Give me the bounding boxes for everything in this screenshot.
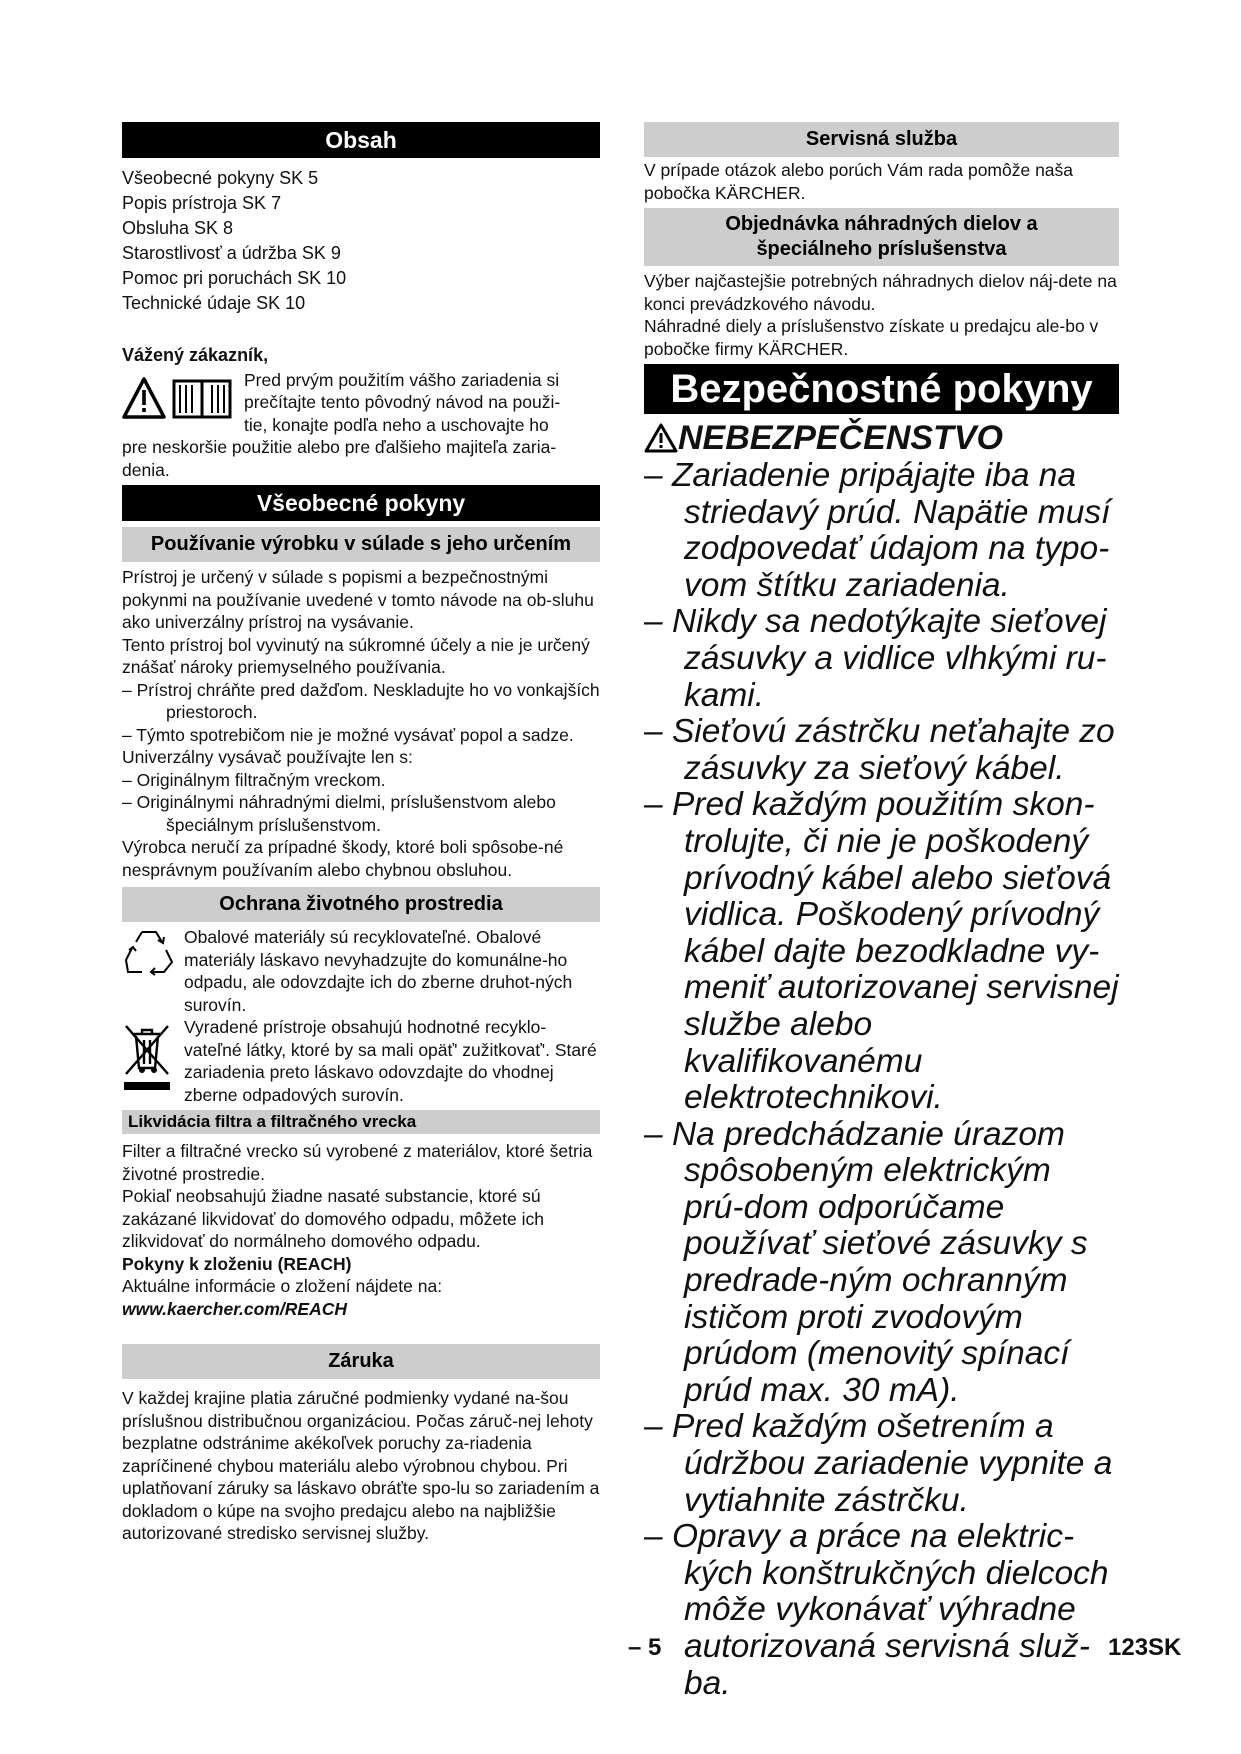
intended-use-section	[122, 566, 600, 881]
reach-heading: Pokyny k zloženiu (REACH)	[122, 1253, 352, 1274]
filter-disposal-section	[122, 1140, 600, 1320]
paragraph: Výber najčastejšie potrebných náhradnych dielov náj-dete na konci prevádzkového návodu.	[644, 271, 1117, 314]
recycling-text: Obalové materiály sú recyklovateľné. Obalové materiály láskavo nevyhadzujte do komunálne-ho odpadu, ale odovzdajte ich do zberne druhot-ných surovín.	[184, 927, 573, 1015]
warranty-heading: Záruka	[122, 1344, 600, 1379]
intended-use-heading: Používanie výrobku v súlade s jeho určením	[122, 527, 600, 562]
spare-parts-heading	[644, 208, 1119, 266]
warning-icon	[644, 423, 678, 453]
list-item: – Prístroj chráňte pred dažďom. Neskladujte ho vo vonkajších priestoroch.	[122, 679, 600, 722]
list-item: – Originálnymi náhradnými dielmi, príslušenstvom alebo špeciálnym príslušenstvom.	[122, 792, 556, 835]
recycling-icon	[122, 926, 176, 976]
paragraph: Výrobca neručí za prípadné škody, ktoré boli spôsobe-né nesprávnym používaním alebo chybnou obsluhou.	[122, 837, 564, 880]
service-text: V prípade otázok alebo porúch Vám rada pomôže naša pobočka KÄRCHER.	[644, 160, 1074, 203]
intro-line: prečítajte tento pôvodný návod na použi-	[244, 392, 561, 412]
environment-heading: Ochrana životného prostredia	[122, 887, 600, 922]
warranty-text: V každej krajine platia záručné podmienky vydané na-šou príslušnou distribučnou organizáciou. Počas záruč-nej lehoty bezplatne odstránime akékoľvek poruchy za-riadenia zapríčinené chybou materiálu alebo výrobnou chybou. Pri uplatňovaní záruky sa láskavo obráťte spo-lu so zariadením a dokladom o kúpe na svojho predajcu alebo na najbližšie autorizované stredisko servisnej služby.	[122, 1388, 600, 1543]
toc-item: Popis prístroja SK 7	[122, 193, 282, 213]
list-item: – Originálnym filtračným vreckom.	[122, 769, 386, 790]
left-column	[122, 122, 600, 1545]
weee-text: Vyradené prístroje obsahujú hodnotné recyklo-vateľné látky, ktoré by sa mali opäť' zužitkovať'. Staré zariadenia preto láskavo odovzdajte do vhodnej zberne odpadových surovín.	[184, 1017, 597, 1105]
document-code: 123SK	[1108, 1634, 1182, 1661]
paragraph: Pokiaľ neobsahujú žiadne nasaté substancie, ktoré sú zakázané likvidovať do domového odpadu, môžete ich zlikvidovať do normálneho domového odpadu.	[122, 1186, 544, 1251]
heading-line: špeciálneho príslušenstva	[756, 238, 1007, 260]
danger-item: – Sieťovú zástrčku neťahajte zo zásuvky za sieťový kábel.	[644, 713, 1115, 787]
general-instructions-heading: Všeobecné pokyny	[122, 485, 600, 521]
contents-heading: Obsah	[122, 122, 600, 158]
table-of-contents	[122, 166, 600, 316]
toc-item: Pomoc pri poruchách SK 10	[122, 268, 347, 288]
paragraph: Náhradné diely a príslušenstvo získate u predajcu ale-bo v pobočke firmy KÄRCHER.	[644, 316, 1099, 359]
crossed-bin-icon	[122, 1020, 172, 1092]
right-column	[644, 122, 1119, 1702]
intro-line: Pred prvým použitím vášho zariadenia si	[244, 369, 560, 390]
safety-instructions-heading: Bezpečnostné pokyny	[644, 364, 1119, 414]
toc-item: Obsluha SK 8	[122, 218, 234, 238]
list-item: – Týmto spotrebičom nie je možné vysávať popol a sadze.	[122, 724, 574, 745]
reach-link[interactable]: www.kaercher.com/REACH	[122, 1298, 347, 1319]
filter-disposal-heading: Likvidácia filtra a filtračného vrecka	[122, 1110, 600, 1134]
danger-item: – Nikdy sa nedotýkajte sieťovej zásuvky a vidlice vlhkými ru-kami.	[644, 603, 1107, 714]
danger-list	[644, 458, 1119, 1702]
heading-line: Objednávka náhradných dielov a	[725, 213, 1038, 235]
danger-label: NEBEZPEČENSTVO	[678, 419, 1003, 457]
intro-block	[122, 369, 600, 437]
intro-text: pre neskoršie použitie alebo pre ďalšieho majiteľa zaria-denia.	[122, 437, 557, 480]
greeting: Vážený zákazník,	[122, 345, 269, 365]
warning-manual-icon	[122, 375, 234, 421]
danger-item: – Pred každým ošetrením a údržbou zariadenie vypnite a vytiahnite zástrčku.	[644, 1408, 1113, 1519]
danger-item: – Pred každým použitím skon-trolujte, či nie je poškodený prívodný kábel alebo sieťová vidlica. Poškodený prívodný kábel dajte bezodkladne vy-meniť autorizovanej servisnej službe alebo kvalifikovanému elektrotechnikovi.	[644, 786, 1119, 1117]
paragraph: Univerzálny vysávač používajte len s:	[122, 747, 413, 767]
intro-line: tie, konajte podľa neho a uschovajte ho	[244, 414, 549, 435]
paragraph: Prístroj je určený v súlade s popismi a bezpečnostnými pokynmi na používanie uvedené v tomto návode na ob-sluhu ako univerzálny prístroj na vysávanie.	[122, 567, 594, 632]
toc-item: Starostlivosť a údržba SK 9	[122, 243, 341, 263]
danger-item: – Na predchádzanie úrazom spôsobeným elektrickým prú-dom odporúčame používať sieťové zásuvky s predrade-ným ochranným ističom proti zvodovým prúdom (menovitý spínací prúd max. 30 mA).	[644, 1115, 1088, 1409]
paragraph: Tento prístroj bol vyvinutý na súkromné účely a nie je určený znášať nároky priemyselného používania.	[122, 634, 590, 677]
danger-item: – Opravy a práce na elektric-kých konštrukčných dielcoch môže vykonávať výhradne autorizovaná servisná služ-ba.	[644, 1518, 1109, 1702]
service-heading: Servisná služba	[644, 122, 1119, 157]
toc-item: Technické údaje SK 10	[122, 293, 306, 313]
toc-item: Všeobecné pokyny SK 5	[122, 168, 319, 188]
page-number: – 5	[628, 1634, 662, 1661]
spare-parts-section	[644, 270, 1119, 360]
danger-item: – Zariadenie pripájajte iba na striedavý prúd. Napätie musí zodpovedať údajom na typo-vom štítku zariadenia.	[644, 457, 1111, 604]
recycling-block	[122, 926, 600, 1016]
weee-block	[122, 1016, 600, 1106]
danger-heading	[644, 418, 1119, 458]
paragraph: Aktuálne informácie o zložení nájdete na:	[122, 1276, 443, 1296]
paragraph: Filter a filtračné vrecko sú vyrobené z materiálov, ktoré šetria životné prostredie.	[122, 1141, 593, 1184]
